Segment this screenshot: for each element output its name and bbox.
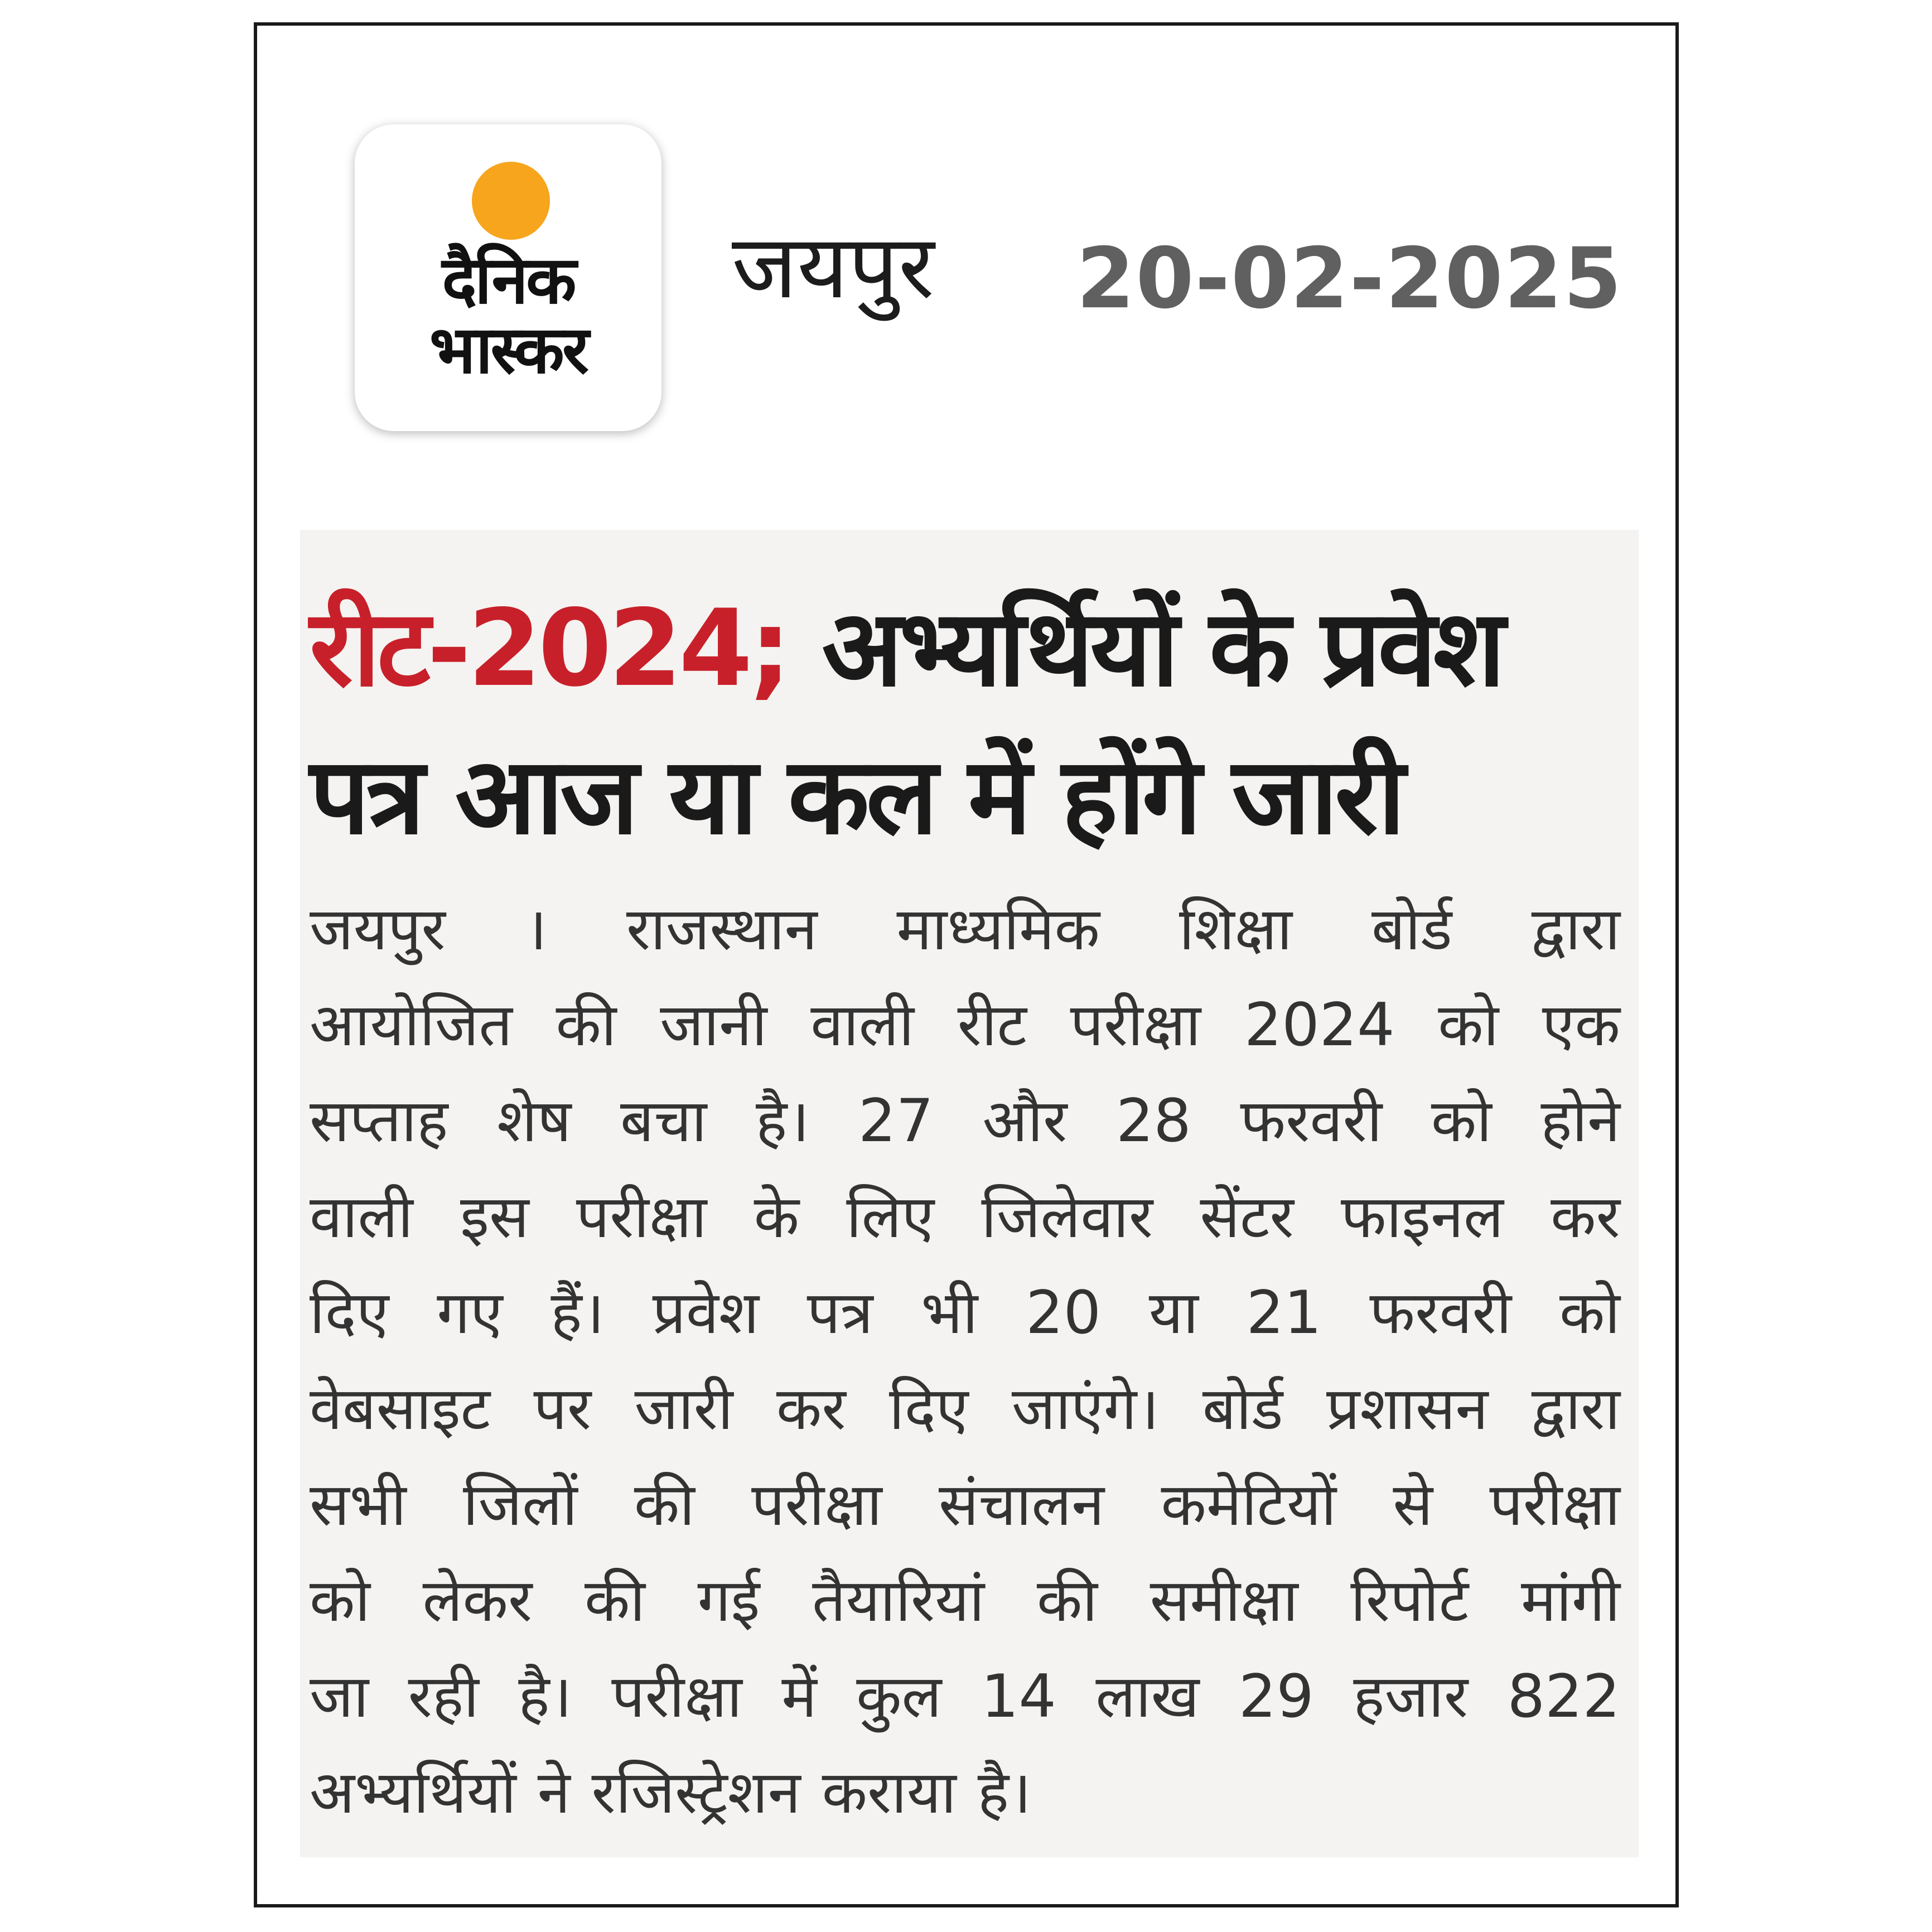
- body-word: लाख: [1095, 1662, 1200, 1731]
- body-word: जाएंगे।: [1011, 1374, 1160, 1443]
- body-word: और: [982, 1086, 1068, 1155]
- body-word: प्रवेश: [652, 1278, 759, 1347]
- body-word: से: [1393, 1470, 1433, 1539]
- body-line: [310, 1073, 1620, 1169]
- body-word: द्वारा: [1531, 1374, 1620, 1443]
- body-word: 20: [1026, 1278, 1102, 1347]
- body-word: जिलेवार: [981, 1182, 1153, 1251]
- body-word: के: [754, 1182, 799, 1251]
- body-word: फाइनल: [1340, 1182, 1504, 1251]
- body-word: कर: [1551, 1182, 1620, 1251]
- body-word: माध्यमिक: [896, 895, 1100, 963]
- body-word: वेबसाइट: [310, 1374, 491, 1443]
- body-word: रीट: [957, 991, 1027, 1059]
- body-line: [310, 1745, 1620, 1841]
- body-word: द्वारा: [1531, 895, 1620, 963]
- body-word: मांगी: [1520, 1566, 1620, 1635]
- edition-date: 20-02-2025: [1076, 230, 1623, 327]
- body-word: सप्ताह: [310, 1086, 448, 1155]
- body-word: भी: [921, 1278, 978, 1347]
- body-word: है।: [518, 1662, 572, 1731]
- body-word: जयपुर: [310, 895, 446, 963]
- body-word: बोर्ड: [1371, 895, 1452, 963]
- body-line: [310, 1169, 1620, 1265]
- body-word: जानी: [660, 991, 767, 1059]
- body-word: इस: [460, 1182, 529, 1251]
- body-word: राजस्थान: [626, 895, 818, 963]
- body-word: सेंटर: [1200, 1182, 1294, 1251]
- body-word: बोर्ड: [1202, 1374, 1283, 1443]
- body-word: की: [1036, 1566, 1098, 1635]
- body-word: पत्र: [806, 1278, 873, 1347]
- body-word: 28: [1115, 1086, 1191, 1155]
- body-word: वाली: [810, 991, 914, 1059]
- body-word: को: [1431, 1086, 1492, 1155]
- body-word: जारी: [634, 1374, 733, 1443]
- body-word: 27: [858, 1086, 934, 1155]
- logo-text-line1: दैनिक: [442, 241, 574, 318]
- headline-line2: पत्र आज या कल में होंगे जारी: [310, 735, 1402, 858]
- body-word: प्रशासन: [1326, 1374, 1489, 1443]
- body-word: जा: [310, 1662, 369, 1731]
- body-word: आयोजित: [310, 991, 513, 1059]
- headline-highlight: रीट-2024;: [310, 587, 789, 710]
- body-word: को: [310, 1566, 370, 1635]
- body-word: कुल: [856, 1662, 942, 1731]
- body-word: वाली: [310, 1182, 413, 1251]
- body-word: शेष: [497, 1086, 572, 1155]
- body-word: लिए: [846, 1182, 935, 1251]
- body-word: ने: [537, 1758, 571, 1827]
- body-word: कमेटियों: [1161, 1470, 1337, 1539]
- body-word: की: [585, 1566, 645, 1635]
- body-word: सभी: [310, 1470, 407, 1539]
- body-word: परीक्षा: [1070, 991, 1201, 1059]
- sun-icon: [472, 162, 550, 240]
- body-word: समीक्षा: [1149, 1566, 1298, 1635]
- body-word: है।: [977, 1758, 1032, 1827]
- body-line: [310, 1457, 1620, 1553]
- body-word: संचालन: [938, 1470, 1105, 1539]
- headline-line1: [310, 574, 1637, 722]
- body-word: में: [781, 1662, 817, 1731]
- body-word: या: [1148, 1278, 1199, 1347]
- body-word: हजार: [1353, 1662, 1469, 1731]
- body-word: दिए: [889, 1374, 969, 1443]
- body-line: [310, 881, 1620, 977]
- body-word: बचा: [620, 1086, 707, 1155]
- article-body: [310, 881, 1620, 1841]
- body-word: 822: [1507, 1662, 1620, 1731]
- body-word: शिक्षा: [1178, 895, 1292, 963]
- body-word: ।: [524, 895, 547, 963]
- body-line: [310, 977, 1620, 1073]
- body-line: [310, 1265, 1620, 1361]
- body-word: 2024: [1244, 991, 1395, 1059]
- logo-text-line2: भास्कर: [429, 311, 587, 388]
- body-word: हैं।: [550, 1278, 605, 1347]
- body-word: की: [556, 991, 617, 1059]
- body-word: कर: [776, 1374, 846, 1443]
- body-word: जिलों: [463, 1470, 578, 1539]
- body-word: रजिस्ट्रेशन: [591, 1758, 801, 1827]
- body-word: 29: [1238, 1662, 1314, 1731]
- body-word: 14: [981, 1662, 1056, 1731]
- body-word: गए: [437, 1278, 503, 1347]
- body-word: रिपोर्ट: [1350, 1566, 1469, 1635]
- edition-city: जयपुर: [732, 216, 935, 318]
- body-word: परीक्षा: [611, 1662, 742, 1731]
- body-word: को: [1438, 991, 1499, 1059]
- body-word: होने: [1540, 1086, 1620, 1155]
- body-word: लेकर: [422, 1566, 533, 1635]
- body-word: की: [634, 1470, 695, 1539]
- body-word: रही: [408, 1662, 479, 1731]
- body-word: कराया: [822, 1758, 957, 1827]
- body-word: गई: [697, 1566, 760, 1635]
- body-word: दिए: [310, 1278, 389, 1347]
- body-word: तैयारियां: [812, 1566, 985, 1635]
- body-word: पर: [533, 1374, 592, 1443]
- body-word: फरवरी: [1240, 1086, 1383, 1155]
- body-word: परीक्षा: [576, 1182, 707, 1251]
- body-word: 21: [1246, 1278, 1322, 1347]
- body-word: परीक्षा: [1489, 1470, 1620, 1539]
- body-word: अभ्यर्थियों: [310, 1758, 516, 1827]
- body-word: एक: [1542, 991, 1620, 1059]
- body-word: परीक्षा: [751, 1470, 882, 1539]
- dainik-bhaskar-logo: [355, 124, 661, 431]
- body-line: [310, 1361, 1620, 1457]
- body-line: [310, 1649, 1620, 1745]
- headline-rest: अभ्यर्थियों के प्रवेश: [822, 587, 1503, 710]
- body-word: को: [1559, 1278, 1620, 1347]
- headline: [310, 574, 1637, 870]
- body-word: है।: [755, 1086, 810, 1155]
- body-word: फरवरी: [1369, 1278, 1512, 1347]
- body-line: [310, 1553, 1620, 1649]
